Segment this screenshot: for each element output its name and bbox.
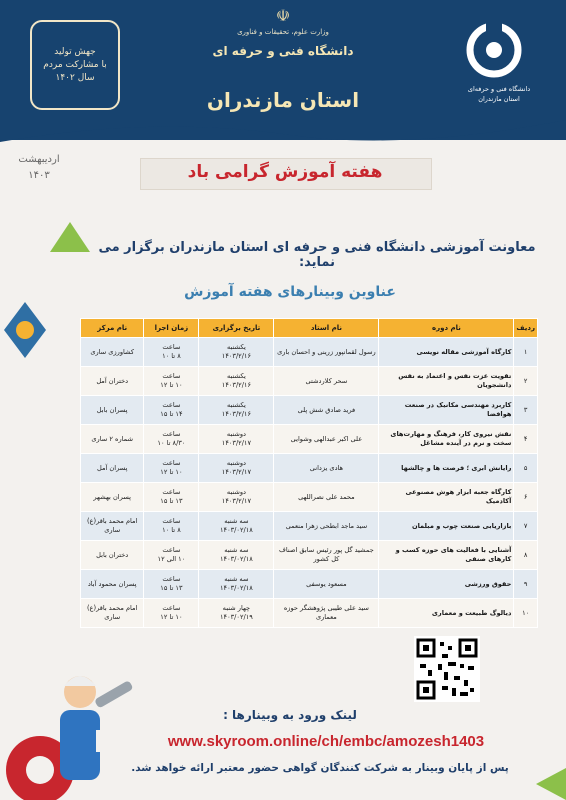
cell-row-number-text: ۳ [523, 405, 528, 414]
cell-date-text: دوشنبه [226, 459, 246, 467]
cell-course-text: کارگاه آموزشی مقاله نویسی [416, 347, 512, 356]
production-leap-seal [30, 20, 120, 110]
cell-time [144, 367, 199, 396]
cell-row-number [514, 338, 538, 367]
province-name: استان مازندران [206, 88, 360, 112]
cell-date [199, 454, 274, 483]
cell-center [81, 396, 144, 425]
cell-date-text: سه شنبه [224, 517, 249, 525]
cell-course-text: دیالوگ طبیعت و معماری [431, 608, 512, 617]
cell-date-text: ۱۴۰۳/۰۲/۱۹ [220, 613, 253, 621]
cell-center-text: دختران آمل [96, 376, 129, 385]
cell-date-text: سه شنبه [224, 575, 249, 583]
cell-row-number-text: ۹ [523, 579, 528, 588]
cell-date-text: یکشنبه [226, 372, 246, 380]
cell-row-number-text: ۴ [523, 434, 528, 443]
col-header-row-number: ردیف [514, 319, 538, 338]
cell-date-text: ۱۴۰۳/۲/۱۷ [221, 439, 252, 447]
cell-course-text: آشنایی با فعالیت های حوزه کسب و کارهای صنفی [395, 546, 512, 563]
table-row [81, 512, 538, 541]
headline-text: هفته آموزش گرامی باد [187, 162, 383, 182]
play-arrow-decoration-icon [536, 768, 566, 800]
cell-center [81, 541, 144, 570]
table-row [81, 425, 538, 454]
seal-line1: جهش تولید [54, 46, 96, 57]
cell-center [81, 570, 144, 599]
intro-text: معاونت آموزشی دانشگاه فنی و حرفه ای استان مازندران برگزار می نماید: [98, 240, 536, 270]
col-header-date: تاریخ برگزاری [199, 319, 274, 338]
webinar-titles-heading: عناوین وبینارهای هفته آموزش [184, 284, 396, 300]
table-body [81, 338, 538, 628]
cell-course [379, 512, 514, 541]
cell-time-text: ساعت [162, 546, 181, 554]
cell-course-text: نقش نیروی کار، فرهنگ و مهارت‌های سخت و نرم در آینده مشاغل [390, 430, 512, 447]
cell-time-text: ۱۳ تا ۱۵ [160, 584, 183, 592]
cell-date-text: ۱۴۰۳/۰۲/۱۸ [220, 584, 253, 592]
cell-time-text: ساعت [162, 430, 181, 438]
certificate-note: پس از پایان وبینار به شرکت کنندگان گواهی حضور معتبر ارائه خواهد شد. [131, 762, 509, 774]
cell-center-text: پسران بابل [96, 405, 128, 414]
link-bar [96, 728, 556, 754]
university-logo-icon [464, 20, 524, 80]
cell-teacher-text: سید ماجد ابطحی زهرا منعمی [285, 521, 368, 530]
cell-center [81, 425, 144, 454]
cell-teacher-text: هادی یزدانی [309, 463, 344, 472]
col-header-time: زمان اجرا [144, 319, 199, 338]
cell-teacher-text: محمد علی نصراللهی [298, 492, 355, 501]
cell-date-text: سه شنبه [224, 546, 249, 554]
cell-date-text: دوشنبه [226, 430, 246, 438]
cell-date-text: ۱۴۰۳/۲/۱۶ [221, 410, 252, 418]
link-label: لینک ورود به وبینارها : [223, 708, 357, 722]
cell-course-text: حقوق ورزشی [464, 579, 512, 588]
cell-center-text: امام محمد باقر(ع) ساری [86, 604, 138, 621]
headline-ribbon [140, 152, 430, 194]
cell-teacher-text: رسول لقمانپور زرینی و احسان باری [277, 347, 376, 356]
cell-time-text: ۸/۳۰ تا ۱۰ [157, 439, 186, 447]
cell-center [81, 367, 144, 396]
cell-row-number [514, 483, 538, 512]
table-row [81, 454, 538, 483]
cell-time-text: ساعت [162, 575, 181, 583]
cell-course [379, 454, 514, 483]
cell-date [199, 367, 274, 396]
col-header-center: نام مرکز [81, 319, 144, 338]
cell-row-number [514, 425, 538, 454]
cell-row-number [514, 454, 538, 483]
cell-row-number-text: ۷ [523, 521, 528, 530]
cell-date-text: ۱۴۰۳/۰۲/۱۸ [220, 555, 253, 563]
cell-time-text: ساعت [162, 459, 181, 467]
cell-teacher [274, 425, 379, 454]
cell-center-text: دختران بابل [96, 550, 129, 559]
table-row [81, 338, 538, 367]
cell-teacher-text: سید علی طیبی پژوهشگر حوزه معماری [283, 604, 369, 621]
cell-row-number [514, 512, 538, 541]
cell-course [379, 425, 514, 454]
cell-center-text: کشاورزی ساری [90, 347, 135, 356]
cell-row-number-text: ۱ [523, 347, 528, 356]
cell-time [144, 425, 199, 454]
schedule-table [80, 318, 538, 628]
cell-time-text: ۱۰ تا ۱۲ [160, 381, 183, 389]
cell-date [199, 541, 274, 570]
seal-line2: با مشارکت مردم [43, 59, 107, 70]
webinar-url-link[interactable]: www.skyroom.online/ch/embc/amozesh1403 [167, 733, 485, 750]
ministry-name: وزارت علوم، تحقیقات و فناوری [237, 28, 329, 36]
cell-time-text: ۱۴ تا ۱۵ [160, 410, 183, 418]
cell-date [199, 599, 274, 628]
cell-center-text: پسران آمل [96, 463, 128, 472]
cell-time-text: ساعت [162, 488, 181, 496]
cell-teacher-text: سحر کلاردشتی [305, 376, 348, 385]
header-banner [0, 0, 566, 140]
cell-teacher [274, 512, 379, 541]
cell-course-text: بازاریابی صنعت چوب و مبلمان [411, 521, 512, 530]
cell-course [379, 338, 514, 367]
table-row [81, 396, 538, 425]
cell-center [81, 599, 144, 628]
cell-teacher [274, 599, 379, 628]
cell-time-text: ساعت [162, 604, 181, 612]
cell-teacher [274, 570, 379, 599]
logo-text-line1: دانشگاه فنی و حرفه‌ای [467, 85, 531, 93]
logo-text [454, 84, 544, 104]
cell-time [144, 483, 199, 512]
table-row [81, 599, 538, 628]
cell-row-number [514, 599, 538, 628]
cell-time-text: ۸ تا ۱۰ [162, 352, 181, 360]
cell-teacher [274, 454, 379, 483]
col-header-course: نام دوره [379, 319, 514, 338]
cell-center [81, 483, 144, 512]
table-row [81, 570, 538, 599]
cell-teacher-text: مسعود یوسفی [306, 579, 347, 588]
cell-date-text: ۱۴۰۳/۲/۱۷ [221, 468, 252, 476]
seal-line3: سال ۱۴۰۲ [55, 72, 95, 83]
cell-teacher [274, 367, 379, 396]
cell-time [144, 454, 199, 483]
cell-time-text: ۱۰ الی ۱۲ [157, 555, 186, 563]
cell-time [144, 396, 199, 425]
cell-date-text: یکشنبه [226, 401, 246, 409]
table-header-row [81, 319, 538, 338]
date-year: ۱۴۰۳ [28, 170, 50, 181]
cell-course [379, 541, 514, 570]
cell-time [144, 570, 199, 599]
cell-center-text: پسران محمود آباد [87, 579, 137, 588]
cell-date-text: چهار شنبه [222, 604, 251, 612]
date-block [14, 152, 64, 184]
cell-time-text: ساعت [162, 372, 181, 380]
cell-teacher [274, 541, 379, 570]
worker-mascot-image [0, 640, 140, 800]
cell-course [379, 483, 514, 512]
cell-date-text: ۱۴۰۳/۲/۱۶ [221, 352, 252, 360]
table-row [81, 541, 538, 570]
cell-date-text: ۱۴۰۳/۲/۱۶ [221, 381, 252, 389]
qr-code-icon [414, 636, 480, 702]
cell-time-text: ساعت [162, 401, 181, 409]
cell-row-number [514, 570, 538, 599]
cell-date-text: ۱۴۰۳/۰۲/۱۸ [220, 526, 253, 534]
ornament-icon [2, 300, 48, 360]
cell-row-number [514, 396, 538, 425]
cell-time [144, 338, 199, 367]
qr-code[interactable] [414, 636, 480, 702]
cell-course [379, 599, 514, 628]
cell-course-text: رایانش ابری ؛ فرصت ها و چالشها [401, 463, 512, 472]
cell-date [199, 396, 274, 425]
webinar-table [80, 318, 538, 628]
cell-row-number-text: ۵ [523, 463, 528, 472]
cell-time [144, 541, 199, 570]
cell-time [144, 512, 199, 541]
cell-row-number-text: ۱۰ [522, 608, 530, 617]
cell-row-number-text: ۶ [523, 492, 528, 501]
cell-center-text: امام محمد باقر(ع) ساری [86, 517, 138, 534]
cell-teacher [274, 338, 379, 367]
cell-teacher-text: فرید صادق شش پلی [297, 405, 356, 414]
university-name: دانشگاه فنی و حرفه ای [212, 44, 354, 58]
cell-course [379, 396, 514, 425]
cell-center [81, 512, 144, 541]
cell-date [199, 425, 274, 454]
col-header-teacher: نام استاد [274, 319, 379, 338]
cell-teacher-text: جمشید گل پور رئیس سابق اصناف کل کشور [279, 546, 374, 563]
cell-time-text: ساعت [162, 517, 181, 525]
cell-time-text: ۸ تا ۱۰ [162, 526, 181, 534]
table-row [81, 367, 538, 396]
cell-date [199, 338, 274, 367]
date-month: اردیبهشت [18, 154, 60, 165]
cell-course [379, 367, 514, 396]
cell-course-text: کاربرد مهندسی مکانیک در صنعت هوافضا [404, 401, 512, 418]
cell-teacher-text: علی اکبر عبدالهی وشوایی [290, 434, 363, 443]
cell-course [379, 570, 514, 599]
cell-row-number [514, 367, 538, 396]
cell-date [199, 512, 274, 541]
cell-row-number [514, 541, 538, 570]
university-logo [454, 20, 544, 120]
cell-date [199, 570, 274, 599]
cell-teacher [274, 483, 379, 512]
cell-time [144, 599, 199, 628]
cell-row-number-text: ۲ [523, 376, 528, 385]
cell-center [81, 454, 144, 483]
cell-center-text: پسران بهشهر [93, 492, 131, 501]
cell-course-text: تقویت عزت نفس و اعتماد به نفس دانشجویان [398, 372, 512, 389]
cell-date-text: یکشنبه [226, 343, 246, 351]
cell-row-number-text: ۸ [523, 550, 528, 559]
cell-date-text: دوشنبه [226, 488, 246, 496]
cell-center-text: شماره ۲ ساری [91, 434, 134, 443]
cell-time-text: ۱۳ تا ۱۵ [160, 497, 183, 505]
logo-text-line2: استان مازندران [478, 95, 520, 103]
cell-center [81, 338, 144, 367]
cell-date [199, 483, 274, 512]
cell-course-text: کارگاه جعبه ابزار هوش مصنوعی آکادمیک [405, 488, 512, 505]
cell-date-text: ۱۴۰۳/۲/۱۷ [221, 497, 252, 505]
iran-emblem-icon: ☫ [275, 6, 291, 25]
cell-time-text: ۱۰ تا ۱۲ [160, 613, 183, 621]
cell-teacher [274, 396, 379, 425]
cell-time-text: ۱۰ تا ۱۲ [160, 468, 183, 476]
cell-time-text: ساعت [162, 343, 181, 351]
table-row [81, 483, 538, 512]
